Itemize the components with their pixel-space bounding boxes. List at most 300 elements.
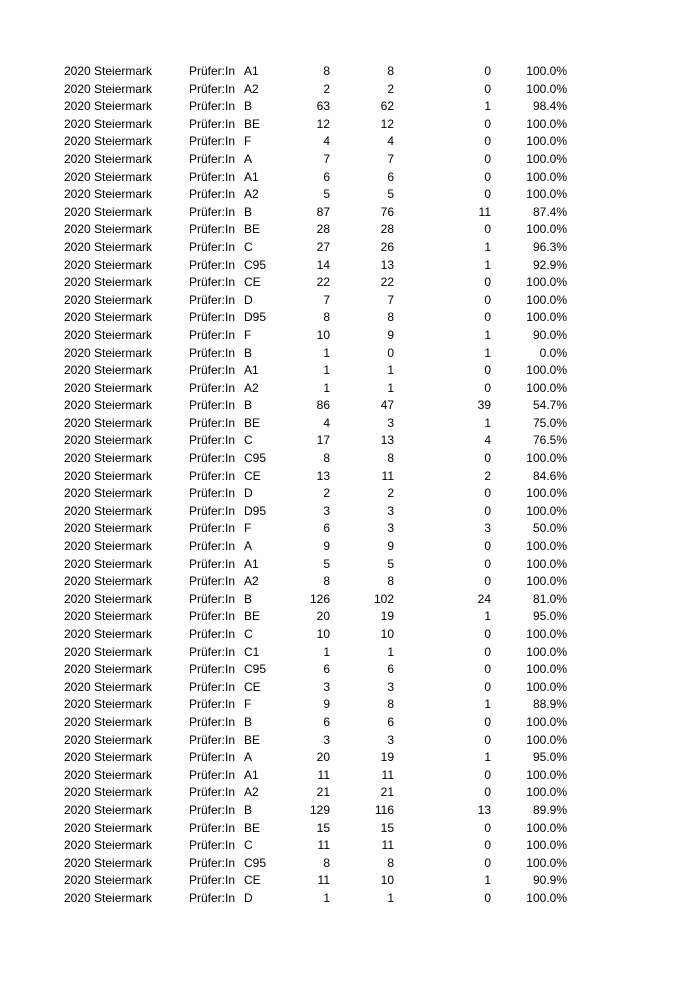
failed-cell: 0 bbox=[484, 503, 491, 518]
class-cell: D95 bbox=[244, 310, 267, 325]
rate-cell: 75.0% bbox=[532, 415, 567, 430]
count-cell: 1 bbox=[323, 363, 330, 378]
count-cell: 27 bbox=[316, 239, 330, 254]
class-cell: C bbox=[244, 838, 253, 853]
class-cell: B bbox=[244, 591, 253, 606]
failed-cell: 0 bbox=[484, 838, 491, 853]
rate-cell: 50.0% bbox=[532, 521, 567, 536]
passed-cell: 13 bbox=[380, 433, 394, 448]
count-cell: 9 bbox=[323, 539, 330, 554]
table-row bbox=[0, 169, 700, 187]
class-cell: F bbox=[244, 134, 252, 149]
class-cell: C95 bbox=[244, 451, 267, 466]
class-cell: C95 bbox=[244, 855, 267, 870]
role-cell: Prüfer:In bbox=[189, 662, 236, 677]
failed-cell: 0 bbox=[484, 539, 491, 554]
year-region-cell: 2020 Steiermark bbox=[64, 451, 153, 466]
role-cell: Prüfer:In bbox=[189, 521, 236, 536]
year-region-cell: 2020 Steiermark bbox=[64, 398, 153, 413]
table-row bbox=[0, 133, 700, 151]
role-cell: Prüfer:In bbox=[189, 327, 236, 342]
count-cell: 7 bbox=[323, 292, 330, 307]
year-region-cell: 2020 Steiermark bbox=[64, 134, 153, 149]
failed-cell: 11 bbox=[478, 204, 491, 219]
passed-cell: 2 bbox=[387, 486, 394, 501]
role-cell: Prüfer:In bbox=[189, 468, 236, 483]
role-cell: Prüfer:In bbox=[189, 81, 236, 96]
class-cell: B bbox=[244, 714, 253, 729]
passed-cell: 28 bbox=[380, 222, 394, 237]
failed-cell: 4 bbox=[484, 433, 491, 448]
class-cell: A2 bbox=[244, 574, 259, 589]
failed-cell: 1 bbox=[484, 99, 491, 114]
class-cell: A1 bbox=[244, 64, 259, 78]
table-row bbox=[0, 116, 700, 134]
passed-cell: 0 bbox=[387, 345, 394, 360]
role-cell: Prüfer:In bbox=[189, 714, 236, 729]
failed-cell: 0 bbox=[484, 380, 491, 395]
passed-cell: 12 bbox=[380, 116, 394, 131]
failed-cell: 0 bbox=[484, 151, 491, 166]
count-cell: 11 bbox=[317, 873, 330, 888]
passed-cell: 76 bbox=[380, 204, 394, 219]
passed-cell: 1 bbox=[387, 890, 394, 905]
failed-cell: 0 bbox=[484, 275, 491, 290]
table-row bbox=[0, 63, 700, 81]
class-cell: D95 bbox=[244, 503, 267, 518]
table-row bbox=[0, 81, 700, 99]
year-region-cell: 2020 Steiermark bbox=[64, 627, 153, 641]
role-cell: Prüfer:In bbox=[189, 345, 236, 360]
year-region-cell: 2020 Steiermark bbox=[64, 591, 153, 606]
rate-cell: 100.0% bbox=[526, 714, 567, 729]
count-cell: 9 bbox=[323, 697, 330, 712]
failed-cell: 0 bbox=[484, 81, 491, 96]
year-region-cell: 2020 Steiermark bbox=[64, 679, 153, 694]
class-cell: F bbox=[244, 327, 252, 342]
rate-cell: 100.0% bbox=[526, 116, 567, 131]
year-region-cell: 2020 Steiermark bbox=[64, 873, 153, 888]
passed-cell: 3 bbox=[387, 503, 394, 518]
year-region-cell: 2020 Steiermark bbox=[64, 310, 153, 325]
class-cell: C1 bbox=[244, 644, 260, 659]
table-row bbox=[0, 432, 700, 450]
role-cell: Prüfer:In bbox=[189, 838, 236, 853]
failed-cell: 0 bbox=[484, 451, 491, 466]
count-cell: 3 bbox=[323, 732, 330, 747]
rate-cell: 95.0% bbox=[532, 750, 567, 765]
count-cell: 5 bbox=[323, 187, 330, 202]
year-region-cell: 2020 Steiermark bbox=[64, 275, 153, 290]
role-cell: Prüfer:In bbox=[189, 486, 236, 501]
failed-cell: 1 bbox=[484, 345, 491, 360]
rate-cell: 89.9% bbox=[532, 802, 567, 817]
year-region-cell: 2020 Steiermark bbox=[64, 151, 153, 166]
table-row bbox=[0, 274, 700, 292]
class-cell: B bbox=[244, 398, 253, 413]
rate-cell: 84.6% bbox=[532, 468, 567, 483]
count-cell: 129 bbox=[309, 802, 330, 817]
passed-cell: 8 bbox=[387, 697, 394, 712]
passed-cell: 8 bbox=[387, 64, 394, 78]
passed-cell: 47 bbox=[380, 398, 394, 413]
table-row bbox=[0, 784, 700, 802]
year-region-cell: 2020 Steiermark bbox=[64, 556, 153, 571]
role-cell: Prüfer:In bbox=[189, 820, 236, 835]
rate-cell: 87.4% bbox=[532, 204, 567, 219]
count-cell: 8 bbox=[323, 855, 330, 870]
table-row bbox=[0, 556, 700, 574]
class-cell: BE bbox=[244, 222, 261, 237]
class-cell: A2 bbox=[244, 187, 259, 202]
table-row bbox=[0, 679, 700, 697]
passed-cell: 11 bbox=[381, 838, 394, 853]
failed-cell: 13 bbox=[477, 802, 491, 817]
failed-cell: 0 bbox=[484, 574, 491, 589]
class-cell: C95 bbox=[244, 662, 267, 677]
class-cell: CE bbox=[244, 873, 261, 888]
table-row bbox=[0, 221, 700, 239]
table-row bbox=[0, 767, 700, 785]
class-cell: A bbox=[244, 151, 253, 166]
count-cell: 7 bbox=[323, 151, 330, 166]
year-region-cell: 2020 Steiermark bbox=[64, 222, 153, 237]
count-cell: 5 bbox=[323, 556, 330, 571]
role-cell: Prüfer:In bbox=[189, 116, 236, 131]
count-cell: 1 bbox=[323, 345, 330, 360]
failed-cell: 24 bbox=[477, 591, 491, 606]
rate-cell: 100.0% bbox=[526, 820, 567, 835]
table-row bbox=[0, 204, 700, 222]
rate-cell: 95.0% bbox=[532, 609, 567, 624]
count-cell: 2 bbox=[323, 486, 330, 501]
year-region-cell: 2020 Steiermark bbox=[64, 81, 153, 96]
count-cell: 8 bbox=[323, 574, 330, 589]
class-cell: B bbox=[244, 802, 253, 817]
passed-cell: 26 bbox=[380, 239, 394, 254]
year-region-cell: 2020 Steiermark bbox=[64, 239, 153, 254]
year-region-cell: 2020 Steiermark bbox=[64, 204, 153, 219]
class-cell: A2 bbox=[244, 380, 259, 395]
table-row bbox=[0, 732, 700, 750]
role-cell: Prüfer:In bbox=[189, 802, 236, 817]
rate-cell: 100.0% bbox=[526, 855, 567, 870]
year-region-cell: 2020 Steiermark bbox=[64, 662, 153, 677]
rate-cell: 100.0% bbox=[526, 574, 567, 589]
failed-cell: 1 bbox=[484, 257, 491, 272]
role-cell: Prüfer:In bbox=[189, 451, 236, 466]
role-cell: Prüfer:In bbox=[189, 767, 236, 782]
count-cell: 126 bbox=[309, 591, 330, 606]
rate-cell: 100.0% bbox=[526, 556, 567, 571]
count-cell: 8 bbox=[323, 64, 330, 78]
rate-cell: 76.5% bbox=[532, 433, 567, 448]
role-cell: Prüfer:In bbox=[189, 134, 236, 149]
passed-cell: 1 bbox=[387, 363, 394, 378]
role-cell: Prüfer:In bbox=[189, 627, 236, 641]
class-cell: A1 bbox=[244, 363, 259, 378]
failed-cell: 0 bbox=[484, 732, 491, 747]
role-cell: Prüfer:In bbox=[189, 398, 236, 413]
rate-cell: 100.0% bbox=[526, 169, 567, 184]
count-cell: 6 bbox=[323, 521, 330, 536]
count-cell: 22 bbox=[316, 275, 330, 290]
table-row bbox=[0, 468, 700, 486]
passed-cell: 11 bbox=[381, 767, 394, 782]
rate-cell: 100.0% bbox=[526, 151, 567, 166]
class-cell: D bbox=[244, 486, 253, 501]
failed-cell: 0 bbox=[484, 116, 491, 131]
passed-cell: 13 bbox=[380, 257, 394, 272]
class-cell: A bbox=[244, 539, 253, 554]
table-row bbox=[0, 872, 700, 890]
role-cell: Prüfer:In bbox=[189, 609, 236, 624]
count-cell: 6 bbox=[323, 662, 330, 677]
count-cell: 21 bbox=[316, 785, 330, 800]
table-row bbox=[0, 714, 700, 732]
year-region-cell: 2020 Steiermark bbox=[64, 292, 153, 307]
role-cell: Prüfer:In bbox=[189, 204, 236, 219]
class-cell: C bbox=[244, 239, 253, 254]
count-cell: 17 bbox=[316, 433, 330, 448]
rate-cell: 0.0% bbox=[539, 345, 567, 360]
passed-cell: 6 bbox=[387, 662, 394, 677]
class-cell: D bbox=[244, 890, 253, 905]
failed-cell: 1 bbox=[484, 873, 491, 888]
year-region-cell: 2020 Steiermark bbox=[64, 767, 153, 782]
year-region-cell: 2020 Steiermark bbox=[64, 380, 153, 395]
passed-cell: 1 bbox=[387, 644, 394, 659]
class-cell: A2 bbox=[244, 81, 259, 96]
table-row bbox=[0, 450, 700, 468]
count-cell: 28 bbox=[316, 222, 330, 237]
passed-cell: 10 bbox=[380, 627, 394, 641]
count-cell: 4 bbox=[323, 415, 330, 430]
count-cell: 1 bbox=[323, 644, 330, 659]
passed-cell: 102 bbox=[373, 591, 394, 606]
year-region-cell: 2020 Steiermark bbox=[64, 327, 153, 342]
rate-cell: 54.7% bbox=[532, 398, 567, 413]
year-region-cell: 2020 Steiermark bbox=[64, 257, 153, 272]
role-cell: Prüfer:In bbox=[189, 99, 236, 114]
table-row bbox=[0, 98, 700, 116]
role-cell: Prüfer:In bbox=[189, 415, 236, 430]
year-region-cell: 2020 Steiermark bbox=[64, 503, 153, 518]
role-cell: Prüfer:In bbox=[189, 222, 236, 237]
class-cell: BE bbox=[244, 415, 261, 430]
failed-cell: 0 bbox=[484, 714, 491, 729]
passed-cell: 2 bbox=[387, 81, 394, 96]
count-cell: 14 bbox=[316, 257, 330, 272]
table-row bbox=[0, 397, 700, 415]
year-region-cell: 2020 Steiermark bbox=[64, 521, 153, 536]
count-cell: 87 bbox=[316, 204, 330, 219]
class-cell: CE bbox=[244, 468, 261, 483]
passed-cell: 3 bbox=[387, 732, 394, 747]
class-cell: B bbox=[244, 345, 253, 360]
passed-cell: 1 bbox=[387, 380, 394, 395]
table-row bbox=[0, 485, 700, 503]
class-cell: D bbox=[244, 292, 253, 307]
rate-cell: 100.0% bbox=[526, 838, 567, 853]
failed-cell: 1 bbox=[484, 609, 491, 624]
table-row bbox=[0, 749, 700, 767]
count-cell: 10 bbox=[316, 327, 330, 342]
year-region-cell: 2020 Steiermark bbox=[64, 539, 153, 554]
rate-cell: 100.0% bbox=[526, 644, 567, 659]
rate-cell: 100.0% bbox=[526, 134, 567, 149]
rate-cell: 100.0% bbox=[526, 292, 567, 307]
year-region-cell: 2020 Steiermark bbox=[64, 609, 153, 624]
year-region-cell: 2020 Steiermark bbox=[64, 855, 153, 870]
failed-cell: 1 bbox=[484, 697, 491, 712]
failed-cell: 1 bbox=[484, 415, 491, 430]
class-cell: A1 bbox=[244, 767, 259, 782]
failed-cell: 0 bbox=[484, 785, 491, 800]
table-row bbox=[0, 644, 700, 662]
year-region-cell: 2020 Steiermark bbox=[64, 486, 153, 501]
count-cell: 3 bbox=[323, 503, 330, 518]
role-cell: Prüfer:In bbox=[189, 239, 236, 254]
year-region-cell: 2020 Steiermark bbox=[64, 697, 153, 712]
table-row bbox=[0, 362, 700, 380]
passed-cell: 62 bbox=[380, 99, 394, 114]
table-row bbox=[0, 661, 700, 679]
rate-cell: 90.9% bbox=[532, 873, 567, 888]
role-cell: Prüfer:In bbox=[189, 275, 236, 290]
class-cell: A1 bbox=[244, 169, 259, 184]
role-cell: Prüfer:In bbox=[189, 169, 236, 184]
table-row bbox=[0, 890, 700, 908]
role-cell: Prüfer:In bbox=[189, 574, 236, 589]
passed-cell: 7 bbox=[387, 292, 394, 307]
passed-cell: 8 bbox=[387, 855, 394, 870]
rate-cell: 100.0% bbox=[526, 503, 567, 518]
passed-cell: 21 bbox=[380, 785, 394, 800]
rate-cell: 100.0% bbox=[526, 785, 567, 800]
passed-cell: 5 bbox=[387, 187, 394, 202]
year-region-cell: 2020 Steiermark bbox=[64, 169, 153, 184]
year-region-cell: 2020 Steiermark bbox=[64, 64, 153, 78]
rate-cell: 100.0% bbox=[526, 64, 567, 78]
failed-cell: 0 bbox=[484, 556, 491, 571]
class-cell: BE bbox=[244, 609, 261, 624]
failed-cell: 39 bbox=[477, 398, 491, 413]
table-row bbox=[0, 573, 700, 591]
class-cell: BE bbox=[244, 116, 261, 131]
count-cell: 86 bbox=[316, 398, 330, 413]
table-row bbox=[0, 626, 700, 644]
failed-cell: 0 bbox=[484, 169, 491, 184]
role-cell: Prüfer:In bbox=[189, 855, 236, 870]
passed-cell: 11 bbox=[381, 468, 394, 483]
year-region-cell: 2020 Steiermark bbox=[64, 574, 153, 589]
count-cell: 8 bbox=[323, 310, 330, 325]
year-region-cell: 2020 Steiermark bbox=[64, 468, 153, 483]
passed-cell: 6 bbox=[387, 169, 394, 184]
rate-cell: 100.0% bbox=[526, 539, 567, 554]
role-cell: Prüfer:In bbox=[189, 257, 236, 272]
rate-cell: 100.0% bbox=[526, 81, 567, 96]
count-cell: 1 bbox=[323, 380, 330, 395]
class-cell: C bbox=[244, 433, 253, 448]
failed-cell: 1 bbox=[484, 327, 491, 342]
rate-cell: 100.0% bbox=[526, 679, 567, 694]
rate-cell: 100.0% bbox=[526, 222, 567, 237]
failed-cell: 0 bbox=[484, 627, 491, 641]
count-cell: 4 bbox=[323, 134, 330, 149]
table-row bbox=[0, 327, 700, 345]
class-cell: A bbox=[244, 750, 253, 765]
rate-cell: 81.0% bbox=[532, 591, 567, 606]
passed-cell: 3 bbox=[387, 415, 394, 430]
class-cell: CE bbox=[244, 275, 261, 290]
class-cell: A1 bbox=[244, 556, 259, 571]
class-cell: BE bbox=[244, 820, 261, 835]
role-cell: Prüfer:In bbox=[189, 679, 236, 694]
class-cell: BE bbox=[244, 732, 261, 747]
table-row bbox=[0, 309, 700, 327]
table-row bbox=[0, 380, 700, 398]
rate-cell: 100.0% bbox=[526, 187, 567, 202]
year-region-cell: 2020 Steiermark bbox=[64, 802, 153, 817]
rate-cell: 100.0% bbox=[526, 732, 567, 747]
failed-cell: 0 bbox=[484, 644, 491, 659]
table-row bbox=[0, 608, 700, 626]
count-cell: 12 bbox=[316, 116, 330, 131]
table-row bbox=[0, 186, 700, 204]
role-cell: Prüfer:In bbox=[189, 310, 236, 325]
role-cell: Prüfer:In bbox=[189, 292, 236, 307]
count-cell: 6 bbox=[323, 169, 330, 184]
passed-cell: 22 bbox=[380, 275, 394, 290]
failed-cell: 0 bbox=[484, 767, 491, 782]
failed-cell: 0 bbox=[484, 679, 491, 694]
role-cell: Prüfer:In bbox=[189, 539, 236, 554]
role-cell: Prüfer:In bbox=[189, 732, 236, 747]
count-cell: 6 bbox=[323, 714, 330, 729]
passed-cell: 5 bbox=[387, 556, 394, 571]
passed-cell: 8 bbox=[387, 451, 394, 466]
passed-cell: 116 bbox=[374, 802, 394, 817]
rate-cell: 90.0% bbox=[532, 327, 567, 342]
failed-cell: 1 bbox=[484, 239, 491, 254]
count-cell: 1 bbox=[323, 890, 330, 905]
rate-cell: 100.0% bbox=[526, 363, 567, 378]
year-region-cell: 2020 Steiermark bbox=[64, 187, 153, 202]
failed-cell: 0 bbox=[484, 890, 491, 905]
count-cell: 10 bbox=[316, 627, 330, 641]
class-cell: C bbox=[244, 627, 253, 641]
class-cell: B bbox=[244, 99, 253, 114]
role-cell: Prüfer:In bbox=[189, 503, 236, 518]
class-cell: F bbox=[244, 697, 252, 712]
failed-cell: 1 bbox=[484, 750, 491, 765]
role-cell: Prüfer:In bbox=[189, 644, 236, 659]
class-cell: F bbox=[244, 521, 252, 536]
failed-cell: 0 bbox=[484, 486, 491, 501]
table-row bbox=[0, 415, 700, 433]
count-cell: 63 bbox=[316, 99, 330, 114]
count-cell: 11 bbox=[317, 767, 330, 782]
rate-cell: 100.0% bbox=[526, 310, 567, 325]
failed-cell: 0 bbox=[484, 820, 491, 835]
year-region-cell: 2020 Steiermark bbox=[64, 433, 153, 448]
count-cell: 15 bbox=[316, 820, 330, 835]
rate-cell: 100.0% bbox=[526, 275, 567, 290]
class-cell: B bbox=[244, 204, 253, 219]
year-region-cell: 2020 Steiermark bbox=[64, 714, 153, 729]
